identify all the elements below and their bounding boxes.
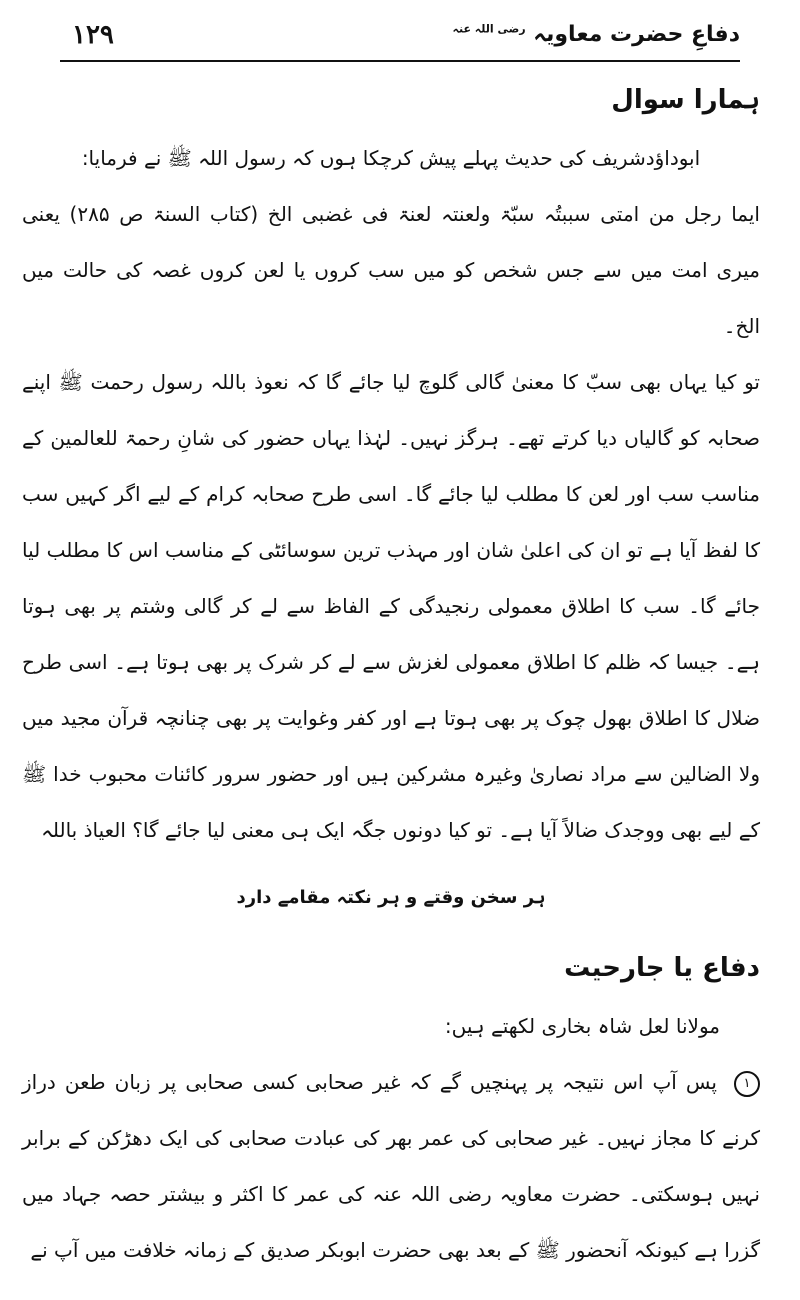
running-title xyxy=(453,22,740,47)
page-body xyxy=(22,78,760,1278)
running-title-text: دفاعِ حضرت معاویہ xyxy=(533,22,740,47)
persian-verse: ہر سخن وقتے و ہر نکتہ مقامے دارد xyxy=(236,887,546,908)
numbered-item-text: پس آپ اس نتیجہ پر پہنچیں گے کہ غیر صحابی کسی صحابی پر زبان طعن دراز کرنے کا مجاز نہیں۔ غیر صحابی کی عمر بھر کی عبادت صحابی کی ایک دھڑکن کے برابر نہیں ہوسکتی۔ حضرت معاویہ رضی اللہ عنہ کی عمر کا اکثر و بیشتر حصہ جہاد میں گزرا ہے کیونکہ آنحضور ﷺ کے بعد بھی حضرت ابوبکر صدیق کے زمانہ خلافت میں آپ نے xyxy=(22,1070,760,1262)
section-heading-defense: دفاع یا جارحیت xyxy=(564,953,760,983)
page-header xyxy=(60,14,740,62)
title-honorific: رضی اللہ عنہ xyxy=(452,22,526,36)
section-heading-our-question: ہمارا سوال xyxy=(611,85,760,115)
quote-intro: مولانا لعل شاہ بخاری لکھتے ہیں: xyxy=(444,1014,720,1038)
hadith-intro: ابوداؤدشریف کی حدیث پہلے پیش کرچکا ہوں کہ رسول اللہ ﷺ نے فرمایا: xyxy=(81,146,701,170)
argument-text: تو کیا یہاں بھی سبّ کا معنیٰ گالی گلوچ لیا جائے گا کہ نعوذ باللہ رسول رحمت ﷺ اپنے صحابہ کو گالیاں دیا کرتے تھے۔ ہرگز نہیں۔ لہٰذا یہاں حضور کی شانِ رحمۃ للعالمین کے مناسب سب اور لعن کا مطلب لیا جائے گا۔ اسی طرح صحابہ کرام کے لیے اگر کہیں سب کا لفظ آیا ہے تو ان کی اعلیٰ شان اور مہذب ترین سوسائٹی کے مناسب اس کا مطلب لیا جائے گا۔ سب کا اطلاق معمولی رنجیدگی کے الفاظ سے لے کر گالی وشتم پر بھی ہوتا ہے۔ جیسا کہ ظلم کا اطلاق معمولی لغزش سے لے کر شرک پر بھی ہوتا ہے۔ اسی طرح ضلال کا اطلاق بھول چوک پر بھی ہوتا ہے اور کفر وغوایت پر بھی چنانچہ قرآن مجید میں ولا الضالین سے مراد نصاریٰ وغیرہ مشرکین ہیں اور حضور سرور کائنات محبوب خدا ﷺ کے لیے بھی ووجدک ضالاً آیا ہے۔ تو کیا دونوں جگہ ایک ہی معنی لیا جائے گا؟ العیاذ باللہ xyxy=(22,370,760,842)
numbered-item xyxy=(22,1054,760,1278)
hadith-paragraph xyxy=(22,186,760,354)
numbered-item-text-line xyxy=(22,1054,760,1278)
hadith-text: ایما رجل من امتی سببتُہ سبّۃ ولعنتہ لعنۃ فی غضبی الخ (کتاب السنۃ ص ۲۸۵) یعنی میری امت میں سے جس شخص کو میں سب کروں یا لعن کروں غصہ کی حالت میں الخ۔ xyxy=(22,202,760,338)
argument-paragraph xyxy=(22,354,760,858)
section-defense-or-aggression xyxy=(22,946,760,1278)
page-number: ۱۲۹ xyxy=(72,20,114,50)
item-number-marker: ۱ xyxy=(734,1071,760,1097)
